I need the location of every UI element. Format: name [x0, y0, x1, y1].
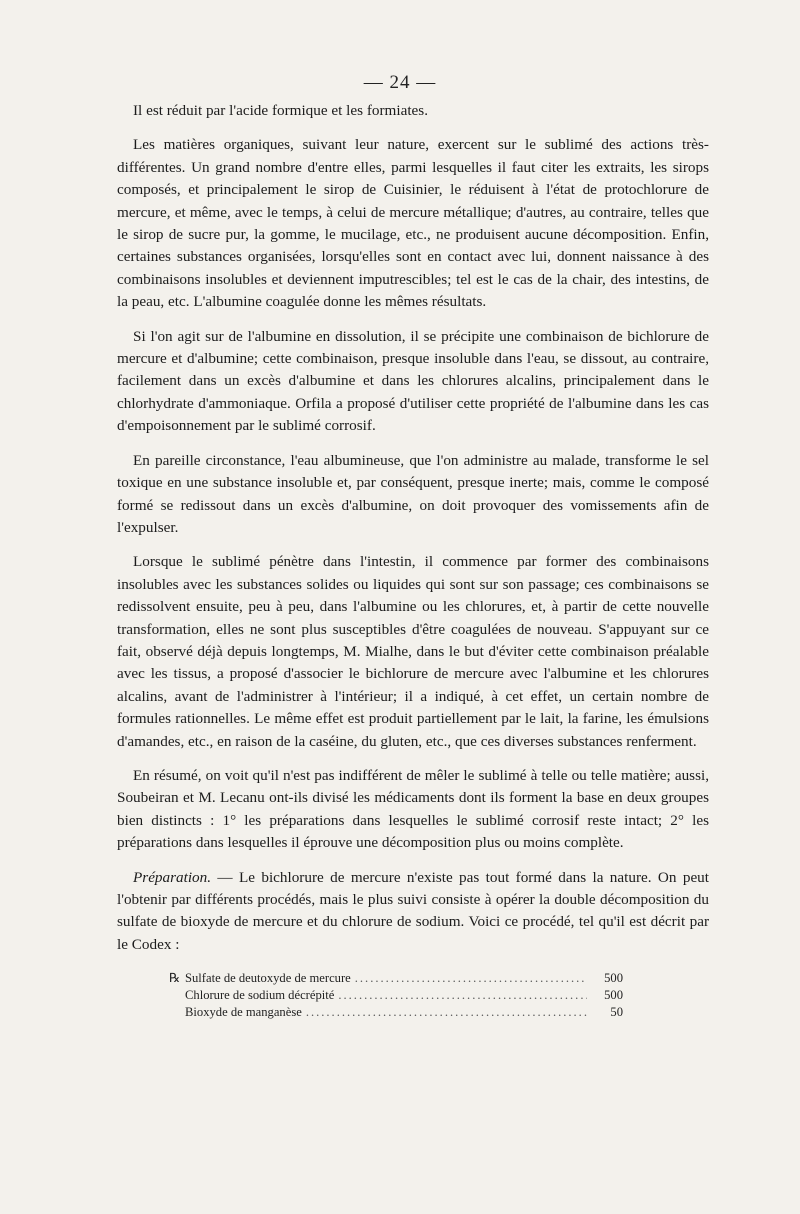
preparation-heading: Préparation.: [133, 868, 212, 886]
ingredient-name: Chlorure de sodium décrépité: [185, 988, 335, 1003]
paragraph: Lorsque le sublimé pénètre dans l'intestin, il commence par former des combinaisons insolubles avec les substances solides ou liquides qui sont sur son passage; ces combinaisons se redissolvent ensuite, peu à peu, dans l'albumine ou les chlorures, et, à partir de cette nouvelle transformation, elles ne sont plus susceptibles d'être coagulées de nouveau. S'appuyant sur ce fait, observé déjà depuis longtemps, M. Mialhe, dans le but d'éviter cette combinaison préalable avec les tissus, a proposé d'associer le bichlorure de mercure avec l'albumine et les chlorures alcalins, avant de l'administrer à l'intérieur; il a indiqué, à cet effet, un certain nombre de formules rationnelles. Le même effet est produit partiellement par le lait, la farine, les émulsions d'amandes, etc., en raison de la caséine, du gluten, etc., que ces diverses substances renferment.: [117, 553, 709, 750]
leader-dots: [355, 970, 587, 987]
leader-dots: [338, 987, 587, 1004]
ingredient-name: Bioxyde de manganèse: [185, 1005, 302, 1020]
recipe-item: [169, 1004, 623, 1021]
paragraph: En pareille circonstance, l'eau albumineuse, que l'on administre au malade, transforme le sel toxique en une substance insoluble et, par conséquent, presque inerte; mais, comme le composé formé se redissout dans un excès d'albumine, on doit provoquer des vomissements afin de l'expulser.: [117, 451, 709, 536]
preparation-text: — Le bichlorure de mercure n'existe pas tout formé dans la nature. On peut l'obtenir par différents procédés, mais le plus suivi consiste à opérer la double décomposition du sulfate de bioxyde de mercure et du chlorure de sodium. Voici ce procédé, tel qu'il est décrit par le Codex :: [117, 868, 709, 953]
body-text: [117, 100, 709, 1021]
recipe-symbol: ℞: [169, 971, 181, 986]
ingredient-quantity: 50: [610, 1005, 623, 1020]
ingredient-quantity: 500: [604, 971, 623, 986]
leader-dots: [306, 1004, 587, 1021]
recipe-list: [169, 970, 623, 1021]
paragraph: En résumé, on voit qu'il n'est pas indifférent de mêler le sublimé à telle ou telle matière; aussi, Soubeiran et M. Lecanu ont-ils divisé les médicaments dont ils forment la base en deux groupes bien distincts : 1° les préparations dans lesquelles le sublimé corrosif reste intact; 2° les préparations dans lesquelles il éprouve une décomposition plus ou moins complète.: [117, 766, 709, 852]
paragraph: Les matières organiques, suivant leur nature, exercent sur le sublimé des actions très-différentes. Un grand nombre d'entre elles, parmi lesquelles il faut citer les extraits, les sirops composés, et principalement le sirop de Cuisinier, le réduisent à l'état de protochlorure de mercure, et même, avec le temps, à celui de mercure métallique; d'autres, au contraire, telles que le sirop de sucre pur, la gomme, le mucilage, etc., ne produisent aucune décomposition. Enfin, certaines substances organisées, lorsqu'elles sont en contact avec lui, donnent naissance à des combinaisons insolubles et deviennent imputrescibles; tel est le cas de la chair, des intestins, de la peau, etc. L'albumine coagulée donne les mêmes résultats.: [117, 136, 709, 311]
paragraph: Si l'on agit sur de l'albumine en dissolution, il se précipite une combinaison de bichlorure de mercure et d'albumine; cette combinaison, presque insoluble dans l'eau, se dissout, au contraire, facilement dans un excès d'albumine et dans les chlorures alcalins, principalement dans le chlorhydrate d'ammoniaque. Orfila a proposé d'utiliser cette propriété de l'albumine dans les cas d'empoisonnement par le sublimé corrosif.: [117, 327, 709, 435]
paragraph: Il est réduit par l'acide formique et les formiates.: [133, 102, 428, 119]
page-number: — 24 —: [363, 72, 437, 93]
recipe-item: [169, 987, 623, 1004]
ingredient-name: Sulfate de deutoxyde de mercure: [185, 971, 351, 986]
preparation-paragraph: [117, 867, 709, 957]
ingredient-quantity: 500: [604, 988, 623, 1003]
recipe-item: [169, 970, 623, 987]
